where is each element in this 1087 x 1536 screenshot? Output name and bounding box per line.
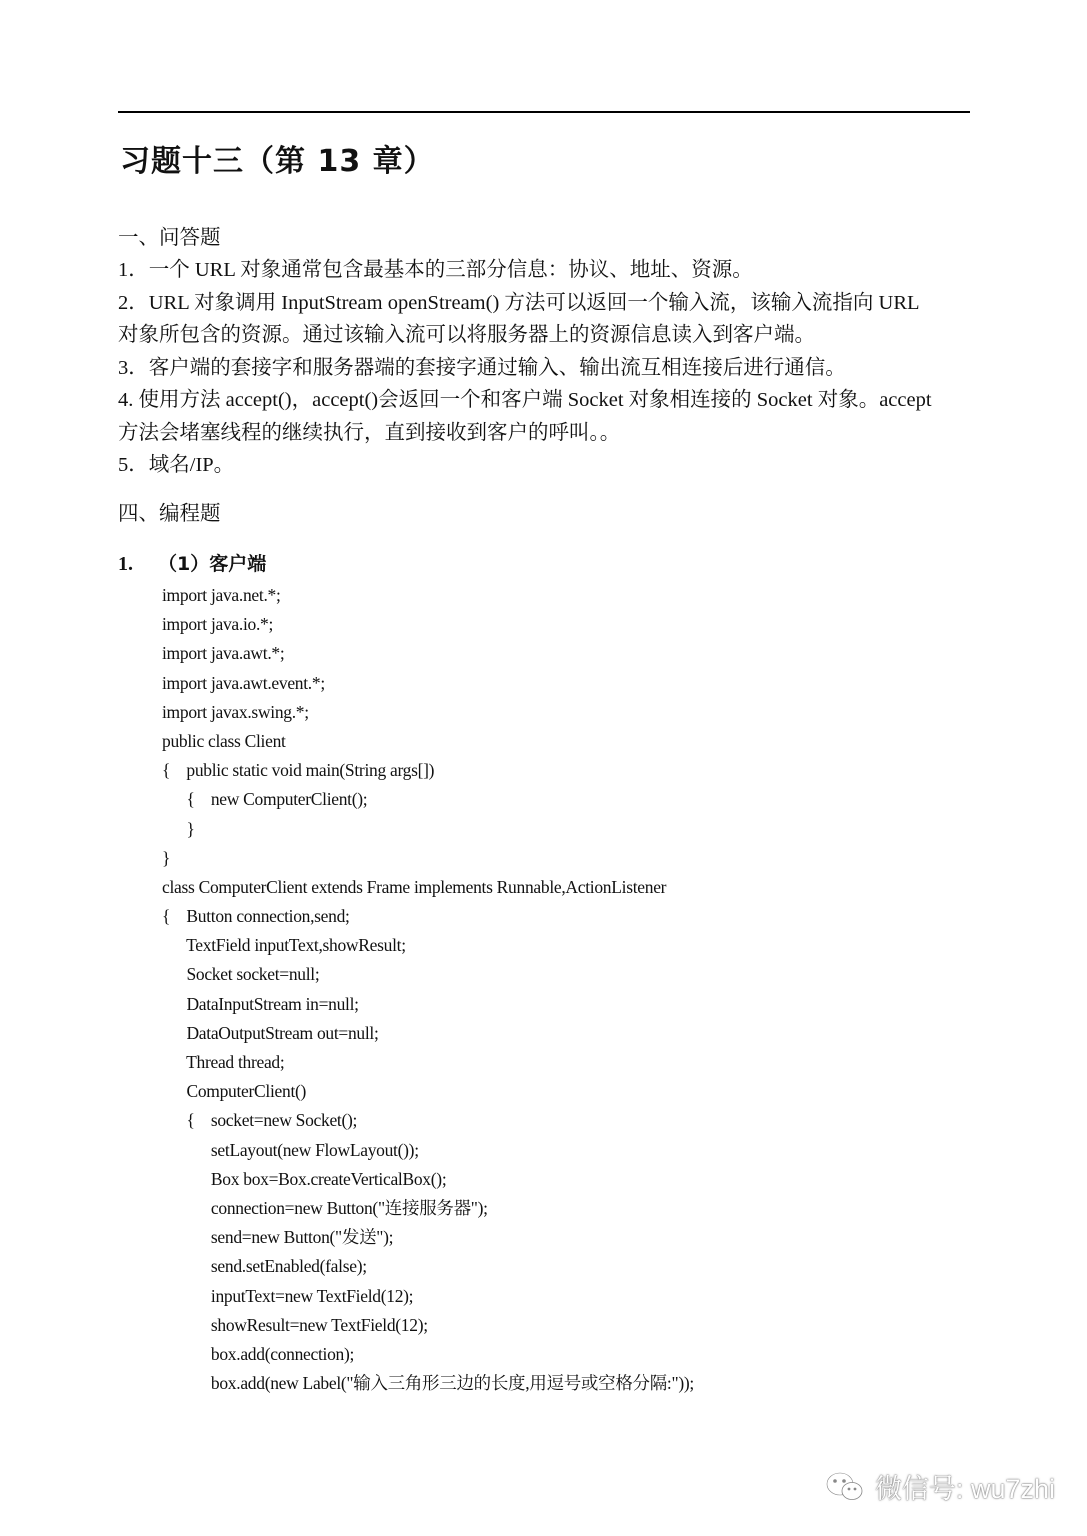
code-line: { new ComputerClient(); <box>162 789 368 810</box>
answer-line: 3．客户端的套接字和服务器端的套接字通过输入、输出流互相连接后进行通信。 <box>118 356 846 379</box>
qa-answers <box>118 254 970 482</box>
answer-line: 方法会堵塞线程的继续执行，直到接收到客户的呼叫。。 <box>118 421 621 444</box>
code-line: } <box>162 847 171 868</box>
code-line: inputText=new TextField(12); <box>162 1285 414 1306</box>
section-heading-programming: 四、编程题 <box>118 503 221 525</box>
watermark <box>825 1467 1055 1506</box>
code-line: import java.awt.event.*; <box>162 672 325 693</box>
answer-line: 5．域名/IP。 <box>118 454 235 476</box>
answer-line: 2．URL 对象调用 InputStream openStream() 方法可以返回一个输入流，该输入流指向 URL <box>118 291 920 314</box>
code-line: connection=new Button("连接服务器"); <box>162 1197 488 1218</box>
code-line: Socket socket=null; <box>162 964 320 985</box>
code-line: TextField inputText,showResult; <box>162 935 406 956</box>
code-line: import java.awt.*; <box>162 643 285 664</box>
code-line: { public static void main(String args[]) <box>162 760 435 781</box>
exercise-subheading <box>118 548 266 580</box>
code-line: showResult=new TextField(12); <box>162 1314 428 1335</box>
wechat-icon <box>825 1470 865 1504</box>
answer-line: 1．一个 URL 对象通常包含最基本的三部分信息：协议、地址、资源。 <box>118 259 753 281</box>
code-line: Box box=Box.createVerticalBox(); <box>162 1168 447 1189</box>
code-line: Thread thread; <box>162 1052 285 1072</box>
answer-line: 对象所包含的资源。通过该输入流可以将服务器上的资源信息读入到客户端。 <box>118 324 815 346</box>
code-line: { socket=new Socket(); <box>162 1110 358 1131</box>
code-line: setLayout(new FlowLayout()); <box>162 1139 419 1160</box>
code-line: import javax.swing.*; <box>162 701 309 722</box>
answer-line: 4. 使用方法 accept()，accept()会返回一个和客户端 Socket 对象相连接的 Socket 对象。accept <box>118 389 932 411</box>
header-rule <box>118 111 970 113</box>
code-line: import java.net.*; <box>162 585 281 605</box>
code-line: box.add(new Label("输入三角形三边的长度,用逗号或空格分隔:")); <box>162 1373 694 1394</box>
code-line: box.add(connection); <box>162 1343 355 1364</box>
code-line: class ComputerClient extends Frame implements Runnable,ActionListener <box>162 876 667 897</box>
code-line: send.setEnabled(false); <box>162 1256 367 1277</box>
exercise-number: 1. <box>118 553 133 575</box>
chapter-title: 习题十三（第 13 章） <box>120 144 435 179</box>
exercise-title: （1）客户端 <box>158 553 267 575</box>
code-line: { Button connection,send; <box>162 906 350 927</box>
code-line: send=new Button("发送"); <box>162 1227 394 1248</box>
code-line: } <box>162 818 195 839</box>
code-line: DataInputStream in=null; <box>162 993 359 1014</box>
code-line: ComputerClient() <box>162 1081 307 1102</box>
code-listing <box>162 581 982 1398</box>
watermark-text: 微信号: wu7zhi <box>874 1474 1055 1504</box>
code-line: public class Client <box>162 730 286 751</box>
code-line: DataOutputStream out=null; <box>162 1022 379 1043</box>
code-line: import java.io.*; <box>162 614 274 635</box>
section-heading-qa: 一、问答题 <box>118 227 221 249</box>
